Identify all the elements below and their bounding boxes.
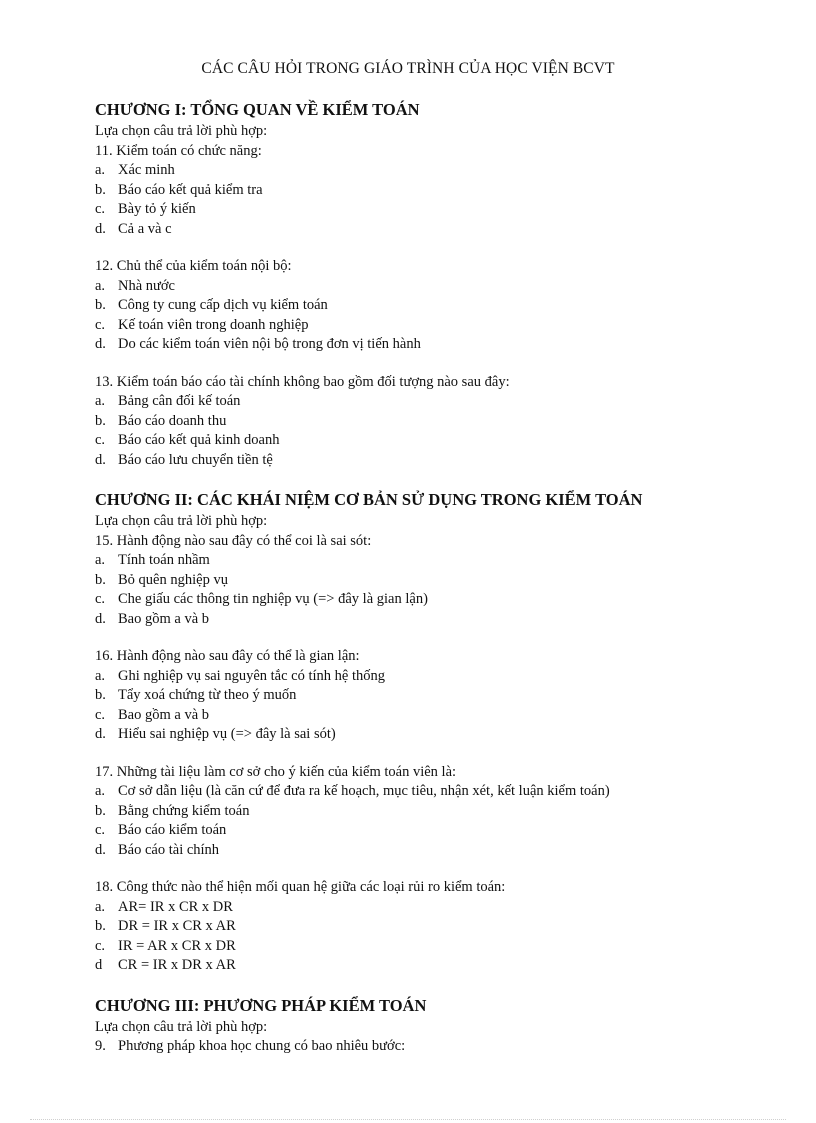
option-list [95, 161, 775, 239]
option-d [95, 335, 775, 355]
question-13 [95, 373, 775, 471]
option-text: Báo cáo kết quả kinh doanh [118, 432, 280, 448]
chapter-instruction: Lựa chọn câu trả lời phù hợp: [95, 1018, 268, 1035]
option-text: Bày tỏ ý kiến [118, 201, 196, 217]
option-c [95, 590, 775, 610]
option-letter: a. [95, 277, 106, 294]
option-letter: d [95, 957, 103, 973]
option-letter: c. [95, 937, 106, 954]
option-text: Công ty cung cấp dịch vụ kiểm toán [118, 297, 328, 313]
option-list [95, 898, 775, 976]
option-letter: c. [95, 591, 106, 607]
question-number: 9. [95, 1038, 106, 1054]
document-content [95, 98, 775, 1057]
page-bottom-rule [30, 1119, 786, 1120]
question-15 [95, 532, 775, 630]
option-text: Bảng cân đối kế toán [118, 393, 241, 409]
option-letter: b. [95, 571, 106, 588]
option-letter: d. [95, 610, 106, 627]
option-text: DR = IR x CR x AR [118, 918, 236, 934]
option-letter: a. [95, 667, 106, 684]
question-18 [95, 878, 775, 976]
option-letter: b. [95, 297, 106, 313]
option-text: Bao gồm a và b [118, 706, 210, 723]
chapter-heading: CHƯƠNG I: TỔNG QUAN VỀ KIỂM TOÁN [95, 100, 420, 119]
option-letter: d. [95, 841, 106, 858]
option-b [95, 412, 775, 432]
option-list [95, 551, 775, 629]
option-letter: d. [95, 726, 106, 742]
option-text: Bằng chứng kiểm toán [118, 802, 250, 819]
option-letter: b. [95, 918, 106, 934]
option-letter: b. [95, 412, 106, 429]
option-text: Báo cáo kết quả kiểm tra [118, 181, 263, 198]
option-letter: b. [95, 802, 106, 819]
option-text: Tính toán nhầm [118, 552, 210, 568]
document-title: CÁC CÂU HỎI TRONG GIÁO TRÌNH CỦA HỌC VIỆN BCVT [201, 60, 615, 77]
option-letter: a. [95, 898, 106, 915]
option-b [95, 686, 775, 706]
question-text: 15. Hành động nào sau đây có thể coi là sai sót: [95, 532, 372, 549]
option-b [95, 181, 775, 201]
option-d [95, 610, 775, 630]
option-text: Ghi nghiệp vụ sai nguyên tắc có tính hệ thống [118, 667, 385, 684]
option-b [95, 571, 775, 591]
option-letter: a. [95, 162, 106, 178]
option-letter: c. [95, 432, 106, 448]
option-letter: a. [95, 393, 106, 409]
option-letter: a. [95, 783, 106, 799]
question-text: 16. Hành động nào sau đây có thể là gian lận: [95, 648, 360, 664]
chapter-heading: CHƯƠNG II: CÁC KHÁI NIỆM CƠ BẢN SỬ DỤNG TRONG KIỂM TOÁN [95, 490, 643, 509]
option-text: Kế toán viên trong doanh nghiệp [118, 316, 309, 333]
option-list [95, 392, 775, 470]
numbered-question [95, 1037, 775, 1057]
option-letter: b. [95, 181, 106, 198]
option-a [95, 161, 775, 181]
option-text: Che giấu các thông tin nghiệp vụ (=> đây là gian lận) [118, 591, 428, 607]
option-a [95, 898, 775, 918]
option-c [95, 200, 775, 220]
option-text: Báo cáo tài chính [118, 841, 220, 858]
chapter-instruction: Lựa chọn câu trả lời phù hợp: [95, 123, 268, 139]
question-16 [95, 647, 775, 745]
option-text: Hiểu sai nghiệp vụ (=> đây là sai sót) [118, 726, 336, 742]
option-c [95, 706, 775, 726]
option-letter: d. [95, 451, 106, 468]
option-text: Do các kiểm toán viên nội bộ trong đơn vị tiến hành [118, 336, 421, 352]
question-text: 17. Những tài liệu làm cơ sở cho ý kiến của kiểm toán viên là: [95, 763, 457, 780]
option-letter: c. [95, 316, 106, 333]
option-text: Báo cáo doanh thu [118, 412, 227, 429]
option-c [95, 937, 775, 957]
question-17 [95, 763, 775, 861]
option-letter: d. [95, 220, 106, 237]
chapter-1 [95, 98, 775, 470]
option-c [95, 431, 775, 451]
option-b [95, 917, 775, 937]
option-text: Bao gồm a và b [118, 610, 210, 627]
chapter-2 [95, 488, 775, 976]
option-letter: c. [95, 706, 106, 723]
option-text: AR= IR x CR x DR [118, 898, 233, 915]
chapter-instruction: Lựa chọn câu trả lời phù hợp: [95, 513, 268, 529]
question-12 [95, 257, 775, 355]
question-text: 18. Công thức nào thể hiện mối quan hệ giữa các loại rủi ro kiểm toán: [95, 879, 506, 895]
option-c [95, 316, 775, 336]
option-d [95, 451, 775, 471]
option-letter: b. [95, 687, 106, 703]
option-letter: c. [95, 822, 106, 838]
option-d [95, 725, 775, 745]
question-text: 12. Chủ thể của kiểm toán nội bộ: [95, 258, 292, 274]
question-11 [95, 142, 775, 240]
option-a [95, 667, 775, 687]
option-text: Báo cáo kiểm toán [118, 822, 227, 838]
option-text: IR = AR x CR x DR [118, 937, 236, 954]
option-a [95, 551, 775, 571]
question-text: 11. Kiểm toán có chức năng: [95, 142, 262, 159]
question-text: 13. Kiểm toán báo cáo tài chính không bao gồm đối tượng nào sau đây: [95, 373, 510, 390]
question-9 [95, 1037, 775, 1057]
option-text: CR = IR x DR x AR [118, 957, 236, 973]
option-b [95, 296, 775, 316]
option-list [95, 1037, 775, 1057]
option-list [95, 667, 775, 745]
option-text: Bỏ quên nghiệp vụ [118, 571, 228, 588]
option-d [95, 956, 775, 976]
option-letter: d. [95, 336, 106, 352]
option-b [95, 802, 775, 822]
option-c [95, 821, 775, 841]
option-a [95, 392, 775, 412]
option-text: Cả a và c [118, 220, 172, 237]
question-text: Phương pháp khoa học chung có bao nhiêu bước: [118, 1038, 406, 1054]
option-text: Xác minh [118, 162, 175, 178]
option-text: Cơ sở dẫn liệu (là căn cứ để đưa ra kế hoạch, mục tiêu, nhận xét, kết luận kiểm toán) [118, 783, 610, 799]
option-text: Báo cáo lưu chuyển tiền tệ [118, 451, 273, 468]
option-letter: c. [95, 201, 106, 217]
option-letter: a. [95, 552, 106, 568]
option-list [95, 782, 775, 860]
option-list [95, 277, 775, 355]
option-a [95, 782, 775, 802]
option-text: Tẩy xoá chứng từ theo ý muốn [118, 687, 297, 703]
chapter-3 [95, 994, 775, 1057]
option-d [95, 220, 775, 240]
chapter-heading: CHƯƠNG III: PHƯƠNG PHÁP KIỂM TOÁN [95, 995, 427, 1015]
option-a [95, 277, 775, 297]
option-text: Nhà nước [118, 277, 175, 294]
option-d [95, 841, 775, 861]
